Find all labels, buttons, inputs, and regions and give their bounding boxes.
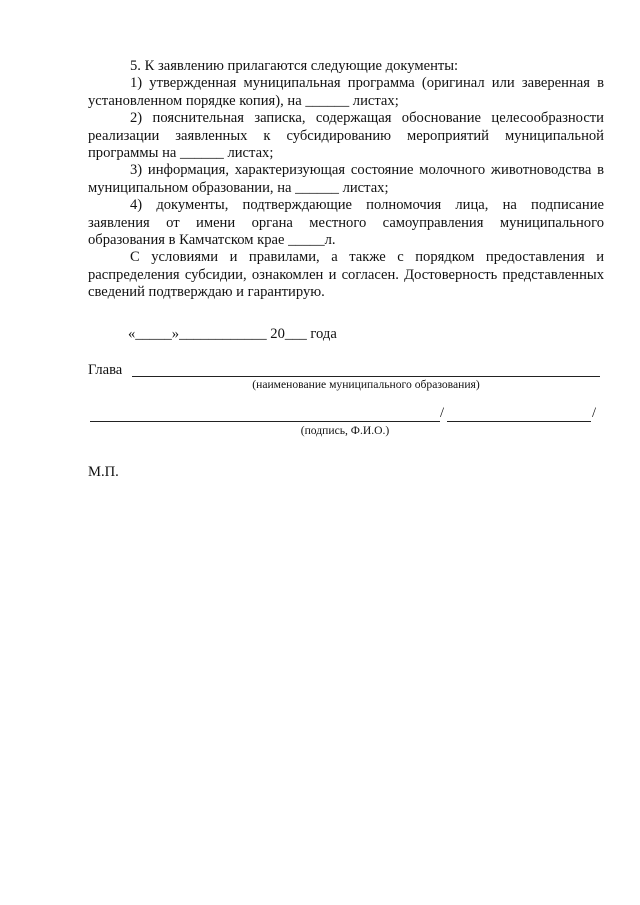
signature-slash-right: / xyxy=(592,405,597,421)
document-body xyxy=(88,58,604,302)
paragraph-item-4: 4) документы, подтверждающие полномочия лица, на подписание заявления от имени органа местного самоуправления муниципального образования в Камчатском крае _____л. xyxy=(88,197,604,249)
signature-line xyxy=(90,421,440,422)
date-line: «_____»____________ 20___ года xyxy=(128,326,337,342)
signature-caption: (подпись, Ф.И.О.) xyxy=(300,424,390,437)
full-name-line xyxy=(447,421,591,422)
paragraph-attachments-heading: 5. К заявлению прилагаются следующие документы: xyxy=(130,58,459,74)
head-label: Глава xyxy=(88,362,123,378)
signature-slash-left: / xyxy=(440,405,445,421)
paragraph-item-2: 2) пояснительная записка, содержащая обоснование целесообразности реализации заявленных к субсидированию мероприятий муниципальной программы на ______ листах; xyxy=(88,110,604,162)
paragraph-item-3: 3) информация, характеризующая состояние молочного животноводства в муниципальном образовании, на ______ листах; xyxy=(88,162,604,196)
head-name-line xyxy=(132,376,600,377)
stamp-label: М.П. xyxy=(88,464,119,480)
municipality-caption: (наименование муниципального образования) xyxy=(252,378,480,391)
paragraph-agreement: С условиями и правилами, а также с порядком предоставления и распределения субсидии, ознакомлен и согласен. Достоверность представленных сведений подтверждаю и гарантирую. xyxy=(88,249,604,301)
paragraph-item-1: 1) утвержденная муниципальная программа (оригинал или заверенная в установленном порядке копия), на ______ листах; xyxy=(88,75,604,109)
